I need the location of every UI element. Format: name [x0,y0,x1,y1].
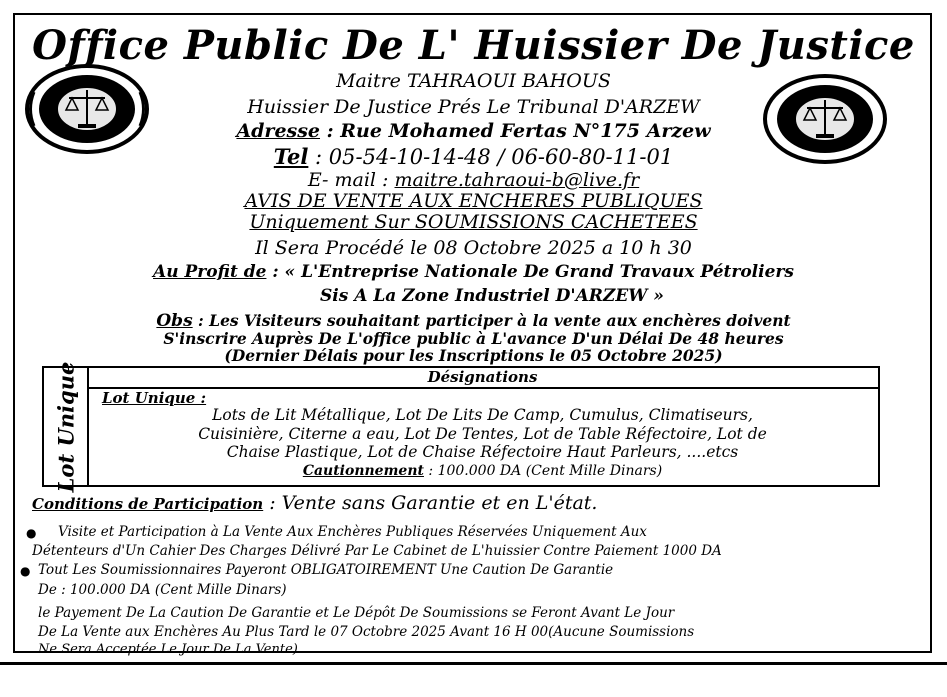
bullet2-line-1: Tout Les Soumissionnaires Payeront OBLIGATOIREMENT Une Caution De Garantie [38,562,614,578]
email-value: maitre.tahraoui-b@live.fr [394,169,640,191]
address-label: Adresse [236,120,321,142]
conditions-line [32,492,597,514]
address-line [0,120,947,142]
huissier-function: Huissier De Justice Prés Le Tribunal D'ARZEW [247,96,700,118]
obs-line-1 [0,312,947,330]
payment-line-2: De La Vente aux Enchères Au Plus Tard le 07 Octobre 2025 Avant 16 H 00(Aucune Soumissions [38,624,695,640]
payment-line-1: le Payement De La Caution De Garantie et Le Dépôt De Soumissions se Feront Avant Le Jour [38,605,675,621]
address-value: : Rue Mohamed Fertas N°175 Arzew [320,120,711,142]
caution-value: : 100.000 DA (Cent Mille Dinars) [423,463,663,479]
bottom-rule [0,662,947,665]
lot-side-cell [44,361,89,492]
maitre-name: Maitre TAHRAOUI BAHOUS [336,70,611,92]
bullet1-line-1: Visite et Participation à La Vente Aux Enchères Publiques Réservées Uniquement Aux [58,524,647,540]
caution-label: Cautionnement [302,463,424,479]
caution-line [87,463,878,479]
obs-line-3: (Dernier Délais pour les Inscriptions le 05 Octobre 2025) [224,346,723,365]
obs-text-1: : Les Visiteurs souhaitant participer à la vente aux enchères doivent [192,311,791,330]
lot-side-label: Lot Unique [53,361,78,492]
profit-label: Au Profit de [153,262,267,282]
email-line [0,169,947,191]
lot-title: Lot Unique : [102,389,207,407]
obs-line-2: S'inscrire Auprès De L'office public à L'avance D'un Délai De 48 heures [163,329,784,348]
notice-subheading: Uniquement Sur SOUMISSIONS CACHETEES [249,211,698,233]
bullet-icon: ● [26,526,37,540]
lot-table [42,361,880,492]
conditions-label: Conditions de Participation [32,495,264,513]
page-title: Office Public De L' Huissier De Justice [32,22,915,69]
lot-items-line-1: Lots de Lit Métallique, Lot De Lits De Camp, Cumulus, Climatiseurs, [212,406,753,424]
designations-header: Désignations [87,368,878,389]
tel-line [0,144,947,169]
payment-line-3: Ne Sera Acceptée Le Jour De La Vente). [38,642,302,657]
notice-heading: AVIS DE VENTE AUX ENCHERES PUBLIQUES [244,190,703,212]
sale-date: Il Sera Procédé le 08 Octobre 2025 a 10 h 30 [255,237,692,259]
lot-items [87,406,878,462]
bullet1-line-2: Détenteurs d'Un Cahier Des Charges Délivré Par Le Cabinet de L'huissier Contre Paiement 1000 DA [32,543,722,559]
bullet-icon: ● [20,564,31,578]
email-label: E- mail : [307,169,395,191]
profit-location: Sis A La Zone Industriel D'ARZEW » [320,286,664,306]
obs-label: Obs [156,311,193,331]
bullet2-line-2: De : 100.000 DA (Cent Mille Dinars) [38,582,287,598]
tel-label: Tel [273,144,309,169]
profit-value: : « L'Entreprise Nationale De Grand Travaux Pétroliers [266,262,794,282]
conditions-value: : Vente sans Garantie et en L'état. [263,492,598,514]
lot-items-line-2: Cuisinière, Citerne a eau, Lot De Tentes, Lot de Table Réfectoire, Lot de [198,424,767,443]
lot-items-line-3: Chaise Plastique, Lot de Chaise Réfectoire Haut Parleurs, ....etcs [226,443,739,461]
tel-value: : 05-54-10-14-48 / 06-60-80-11-01 [308,145,674,169]
profit-line [0,262,947,282]
